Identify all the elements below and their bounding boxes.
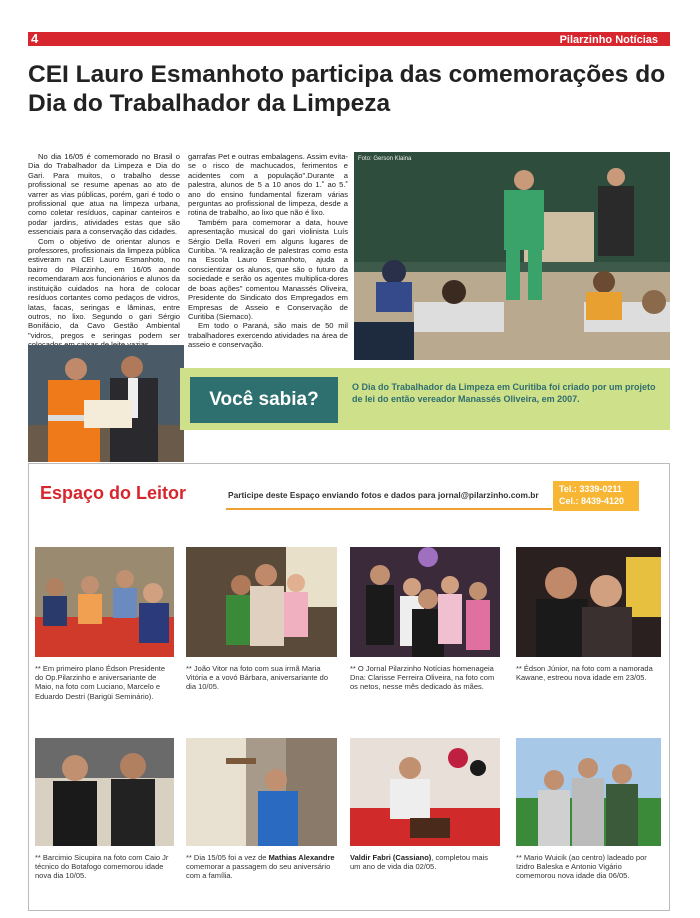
article-headline: CEI Lauro Esmanhoto participa das comemorações do Dia do Trabalhador da Limpeza bbox=[28, 61, 666, 117]
voce-sabia-badge: Você sabia? bbox=[190, 377, 338, 423]
reader-photo-8 bbox=[516, 738, 661, 846]
photo-credit: Foto: Gerson Klaina bbox=[358, 156, 412, 162]
orange-divider bbox=[226, 508, 552, 510]
newspaper-brand: Pilarzinho Notícias bbox=[559, 34, 658, 46]
reader-caption-1: ** Em primeiro plano Édson Presidente do Op.Pilarzinho e aniversariante de Maio, na foto com Luciano, Marcelo e Eduardo Destri (Barigüi Seminário). bbox=[35, 664, 166, 701]
phone-number: Tel.: 3339-0211 bbox=[559, 484, 622, 494]
classroom-photo bbox=[354, 152, 670, 360]
reader-caption-5: ** Barcimio Sicupira na foto com Caio Jr técnico do Botafogo comemorou idade nova dia 10/05. bbox=[35, 853, 169, 881]
caption-name: Valdir Fabri (Cassiano) bbox=[350, 853, 432, 862]
caption-text: comemorar a passagem do seu aniversário com a família. bbox=[186, 862, 331, 881]
espaco-leitor-title: Espaço do Leitor bbox=[40, 483, 187, 503]
reader-photo-illustration bbox=[516, 738, 661, 846]
reader-photo-5 bbox=[35, 738, 174, 846]
reader-photo-illustration bbox=[35, 547, 174, 657]
reader-photo-1 bbox=[35, 547, 174, 657]
cell-number: Cel.: 8439-4120 bbox=[559, 496, 625, 506]
page-number: 4 bbox=[31, 31, 39, 46]
reader-caption-8: ** Mario Wuicik (ao centro) ladeado por Izidro Baleska e Antonio Vigário comemorou nova idade dia 06/05. bbox=[516, 853, 647, 881]
reader-photo-7 bbox=[350, 738, 500, 846]
reader-photo-illustration bbox=[186, 738, 337, 846]
caption-name: Mathias Alexandre bbox=[268, 853, 335, 862]
reader-photo-illustration bbox=[350, 547, 500, 657]
article-column-1 bbox=[28, 152, 180, 350]
contact-box bbox=[553, 481, 639, 511]
article-paragraph: Com o objetivo de orientar alunos e professores, profissionais da limpeza pública estiveram na CEI Lauro Esmanhoto, no bairro do Pilarzinho, em 16/05 aonde recomendaram aos funcionários e alunos da instituição cuidados na hora de colocar resíduos cortantes como pedaços de vidros, latas, facas, seringas e lâminas, entre outros, no lixo. Segundo o gari Sérgio Bonifácio, da Cavo Gestão Ambiental "vidros, pregos e seringas podem ser bbox=[28, 236, 180, 340]
article-paragraph: Em todo o Paraná, são mais de 50 mil trabalhadores exercendo atividades na área de asseio e conservação. bbox=[188, 321, 348, 350]
reader-caption-3: ** O Jornal Pilarzinho Notícias homenageia Dna: Clarisse Ferreira Oliveira, na foto com os netos, nesse mês dedicado às mães. bbox=[350, 664, 495, 692]
voce-sabia-text: O Dia do Trabalhador da Limpeza em Curitiba foi criado por um projeto de lei do então vereador Manassés Oliveira, em 2007. bbox=[352, 382, 656, 404]
reader-photo-4 bbox=[516, 547, 661, 657]
reader-caption-7 bbox=[350, 853, 500, 871]
espaco-leitor-subtitle: Participe deste Espaço enviando fotos e dados para jornal@pilarzinho.com.br bbox=[228, 490, 539, 500]
article-paragraph: garrafas Pet e outras embalagens. Assim evita-se o risco de machucados, ferimentos e acidentes com a população".Durante a palestra, alunos de 5 a 10 anos do 1.˚ ao 5.˚ ano do ensino fundamental fizeram várias perguntas ao profissional de limpeza, desde a rotina de trabalho, ao lixo que não é lixo. bbox=[188, 152, 348, 218]
reader-caption-6 bbox=[186, 853, 338, 881]
reader-photo-illustration bbox=[35, 738, 174, 846]
reader-photo-illustration bbox=[350, 738, 500, 846]
caption-text: , completou mais um ano de vida dia 02/05. bbox=[350, 853, 488, 872]
reader-photo-2 bbox=[186, 547, 337, 657]
article-column-2 bbox=[188, 152, 348, 350]
reader-photo-3 bbox=[350, 547, 500, 657]
reader-photo-illustration bbox=[186, 547, 337, 657]
award-photo bbox=[28, 345, 184, 462]
reader-caption-2: ** João Vitor na foto com sua irmã Maria Vitória e a vovó Bárbara, aniversariante do dia 10/05. bbox=[186, 664, 329, 692]
article-paragraph: Também para comemorar a data, houve apresentação musical do gari violinista Luís Sérgio Della Roveri em alguns lugares de Curitiba. "A realização de palestras como esta na Escola Lauro Esmanhoto, ajuda a conscientizar os alunos, que são o futuro da sociedade e serão os agentes multiplica-dores de boas ações" comentou Manassés Oliveira, Presidente do Sindicato dos Empregados em Empresas de Asseio e Conservação de Curitiba (Siemaco). bbox=[188, 217, 348, 321]
award-photo-illustration bbox=[28, 345, 184, 462]
article-paragraph: No dia 16/05 é comemorado no Brasil o Dia do Trabalhador da Limpeza e Dia do Gari. Para muitos, o trabalho desse profissional se resume apenas ao ato de varrer as vias públicas, porém, gari é todo o profissional que atua na limpeza urbana, como coletar resíduos, capinar canteiros e podar jardins, atividades estas que são essenciais para a conservação das cidades. bbox=[28, 152, 180, 237]
reader-photo-6 bbox=[186, 738, 337, 846]
caption-text: ** Dia 15/05 foi a vez de bbox=[186, 853, 269, 862]
classroom-photo-illustration bbox=[354, 152, 670, 360]
reader-photo-illustration bbox=[516, 547, 661, 657]
reader-caption-4: ** Édson Júnior, na foto com a namorada Kawane, estreou nova idade em 23/05. bbox=[516, 664, 653, 683]
